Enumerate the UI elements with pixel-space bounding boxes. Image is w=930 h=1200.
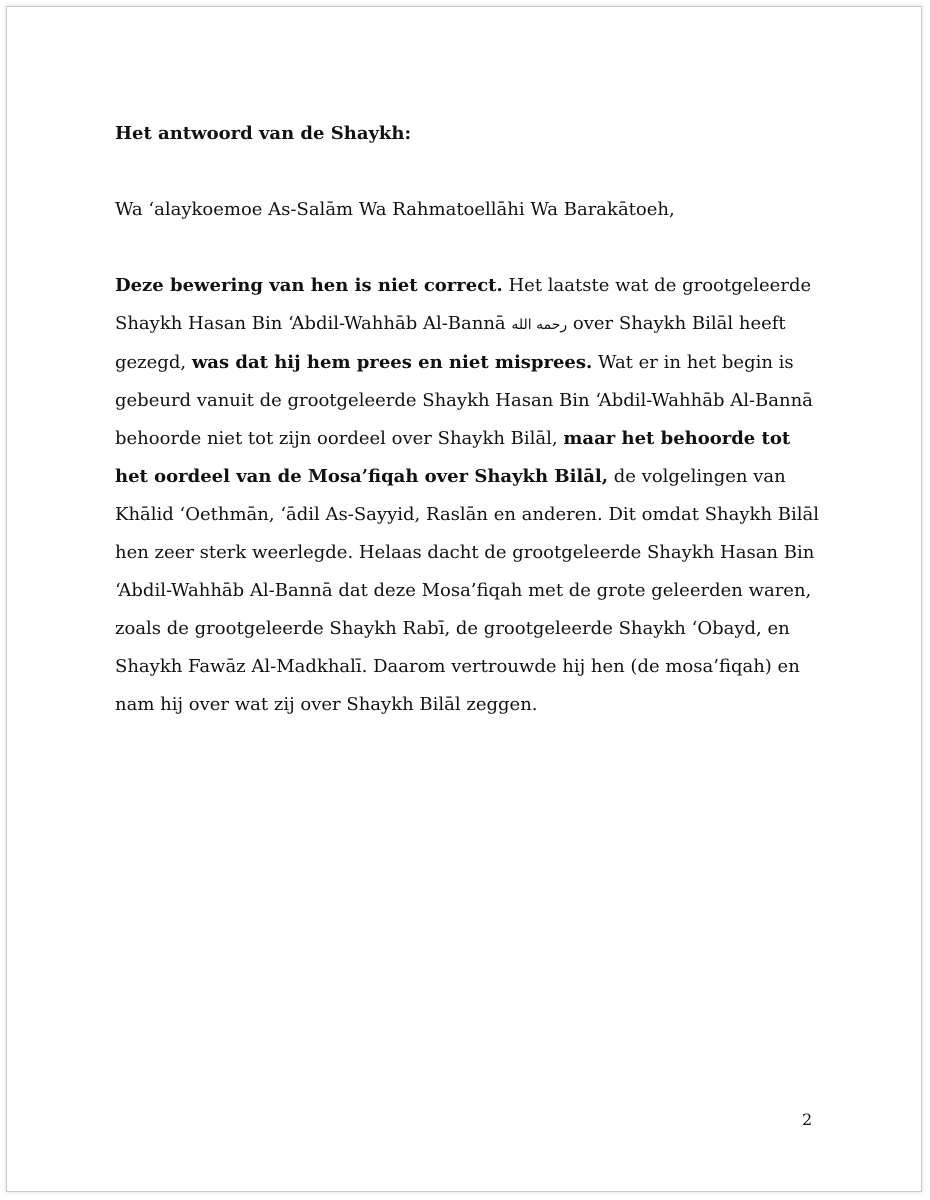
page-content (115, 115, 825, 724)
paragraph-text-7: de volgelingen van Khālid ‘Oethmān, ‘ādil As-Sayyid, Raslān en anderen. Dit omdat Shaykh Bilāl hen zeer sterk weerlegde. Helaas dacht de grootgeleerde Shaykh Hasan Bin ‘Abdil-Wahhāb Al-Bannā dat deze Mosa’fiqah met de grote geleerden waren, zoals de grootgeleerde Shaykh Rabī, de grootgeleerde Shaykh ‘Obayd, en Shaykh Fawāz Al-Madkhalī. Daarom vertrouwde hij hen (de mosa’fiqah) en nam hij over wat zij over Shaykh Bilāl zeggen. (115, 466, 820, 715)
body-paragraph (115, 267, 825, 724)
paragraph-text-2: Het laatste wat de grootgeleerde Shaykh Hasan Bin ‘Abdil-Wahhāb Al-Bannā (115, 275, 812, 334)
greeting-line: Wa ‘alaykoemoe As-Salām Wa Rahmatoellāhi Wa Barakātoeh, (115, 199, 675, 220)
page-number: 2 (802, 1110, 813, 1129)
paragraph-bold-6: maar het behoorde tot het oordeel van de Mosa’fiqah over Shaykh Bilāl, (115, 428, 791, 487)
paragraph-text-5: Wat er in het begin is gebeurd vanuit de grootgeleerde Shaykh Hasan Bin ‘Abdil-Wahhāb Al-Bannā behoorde niet tot zijn oordeel over Shaykh Bilāl, (115, 352, 813, 449)
paragraph-bold-1: Deze bewering van hen is niet correct. (115, 275, 503, 296)
paragraph-text-3: over Shaykh Bilāl heeft gezegd, (115, 313, 786, 373)
document-page (6, 6, 922, 1192)
arabic-honorific: رحمه الله (511, 317, 568, 333)
section-heading: Het antwoord van de Shaykh: (115, 123, 412, 144)
paragraph-bold-4: was dat hij hem prees en niet misprees. (191, 352, 593, 373)
